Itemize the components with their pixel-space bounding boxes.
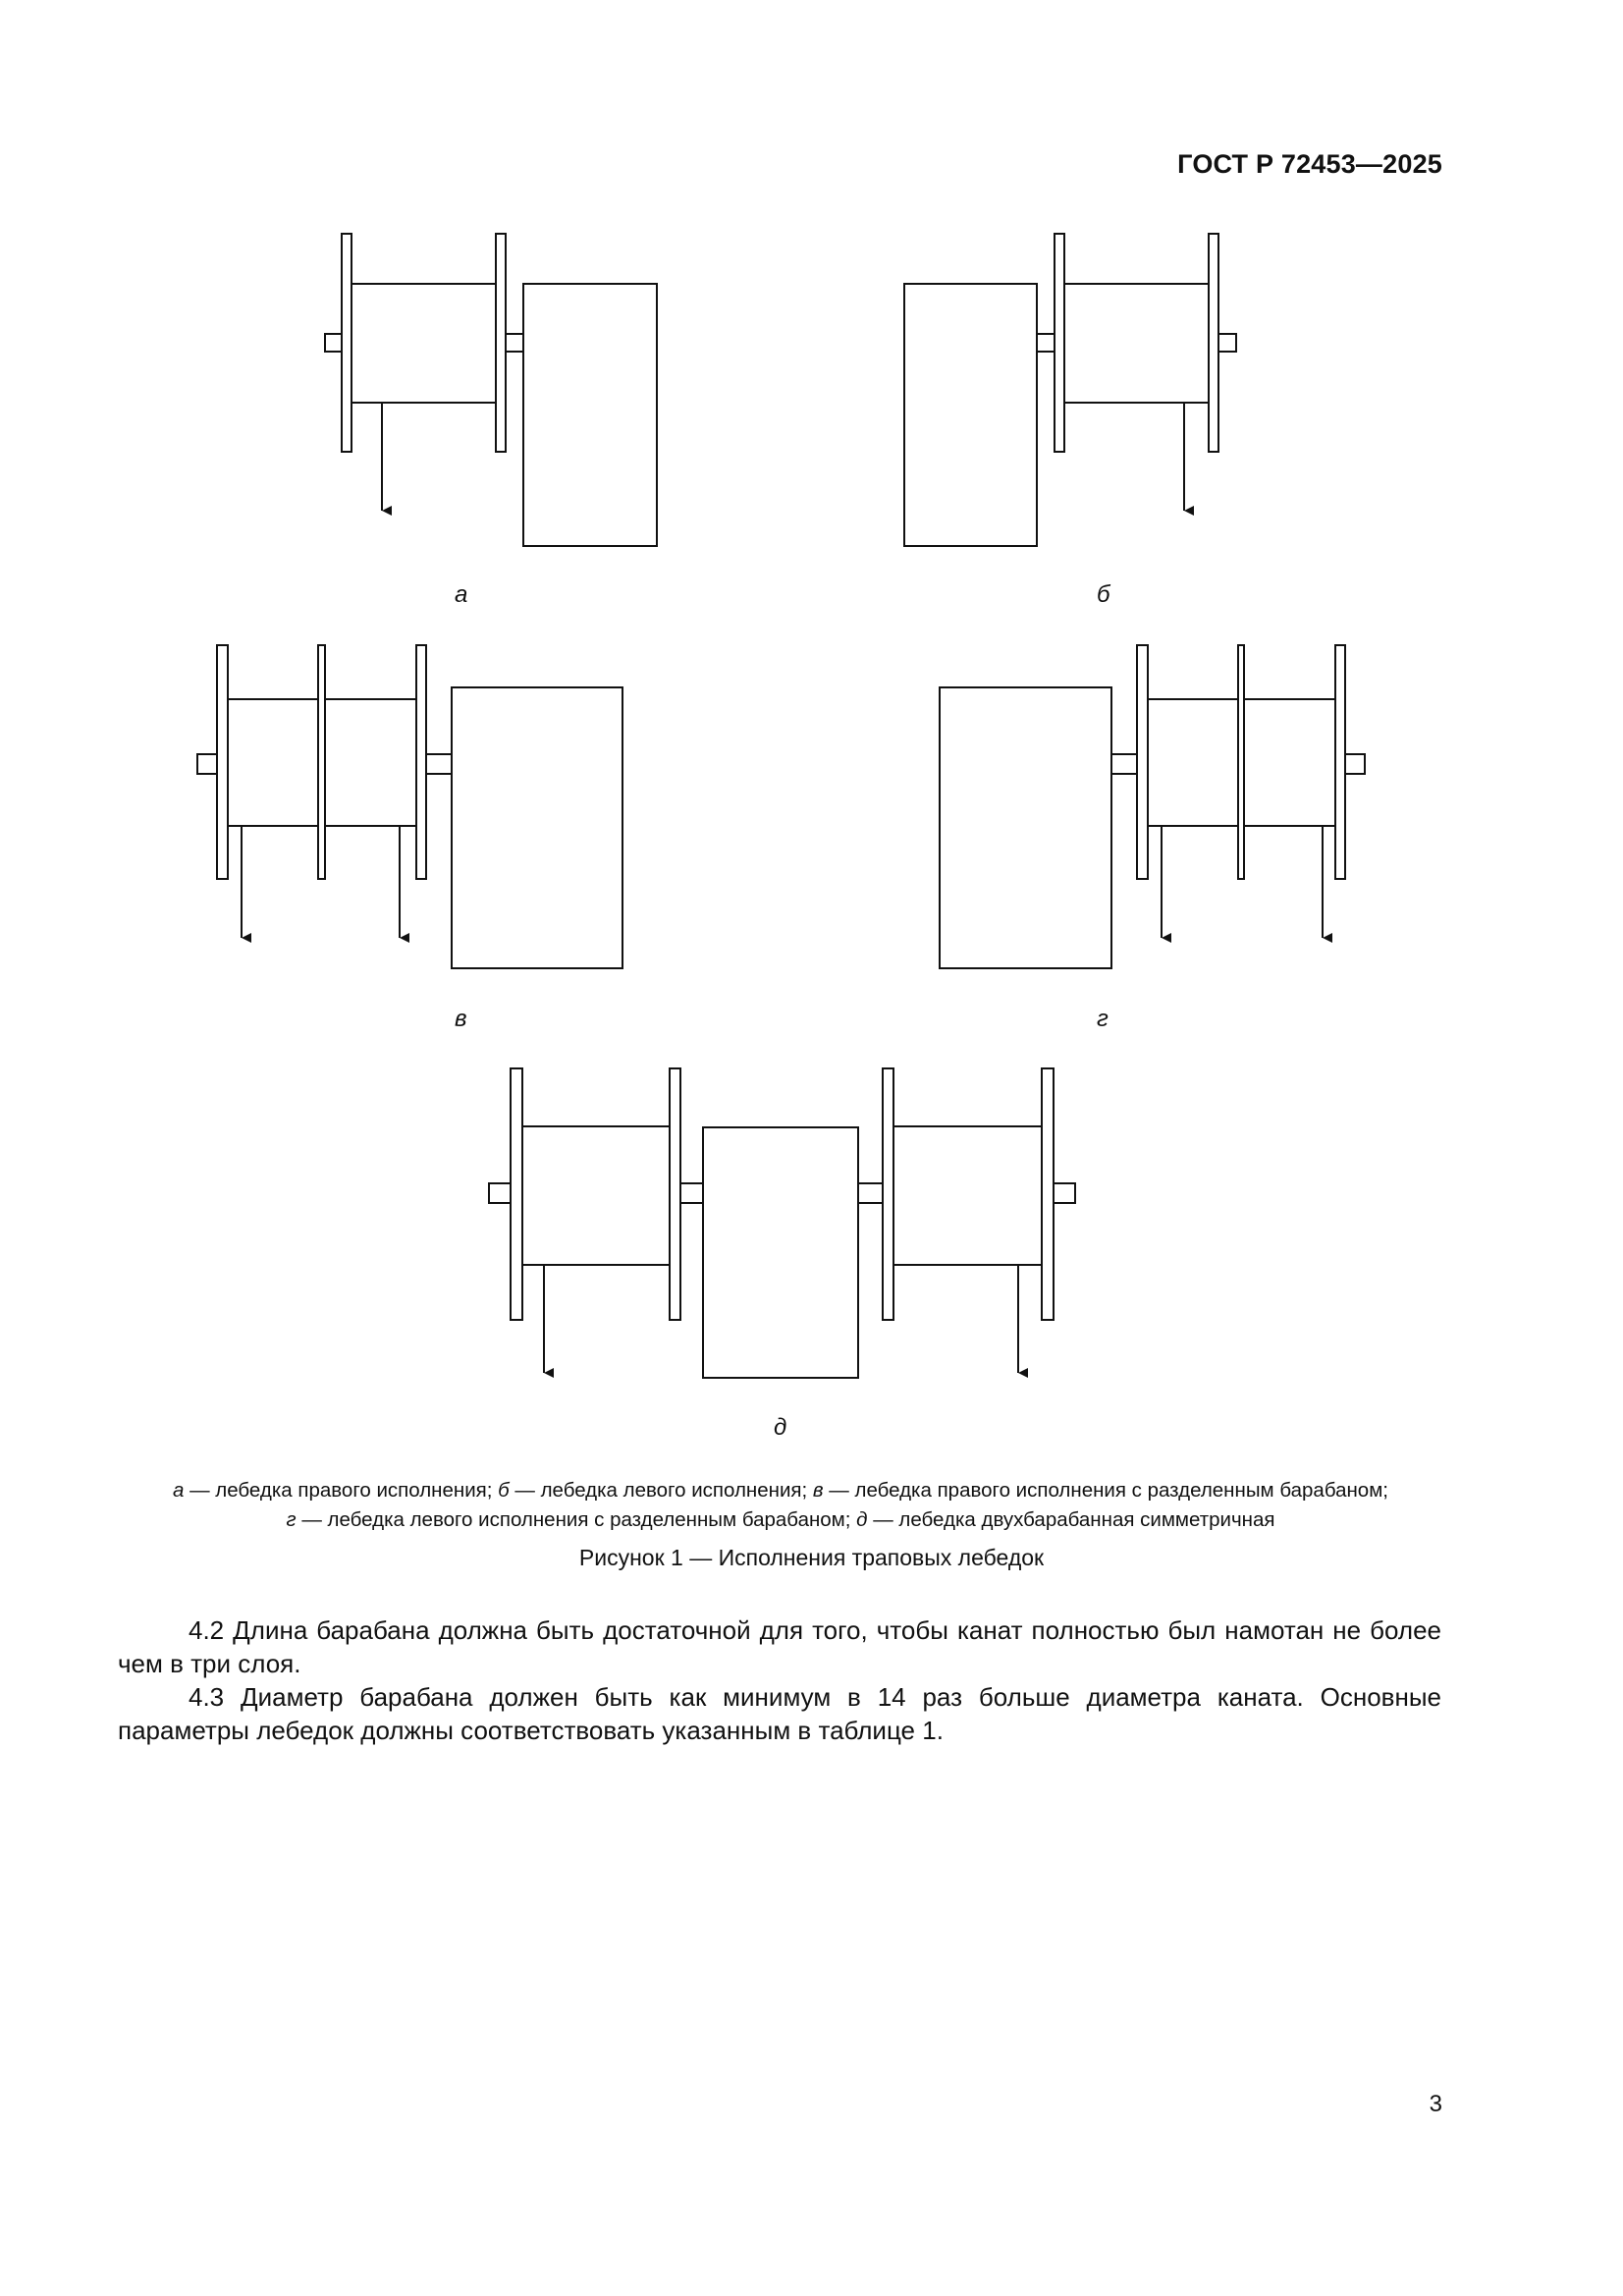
shaft-end-right [1054, 1183, 1075, 1203]
flange-left [342, 234, 352, 452]
winch-diagram-b [904, 234, 1236, 546]
legend-key-a: а [172, 1479, 185, 1502]
flange-right [1335, 645, 1345, 879]
flange-2 [670, 1068, 680, 1320]
drum-section-1 [228, 699, 318, 826]
shaft-end [197, 754, 217, 774]
shaft-end-left [489, 1183, 511, 1203]
gearbox-housing [523, 284, 657, 546]
drum-section-1 [1148, 699, 1238, 826]
legend-key-d: д [856, 1508, 868, 1531]
winch-diagram-g [940, 645, 1365, 968]
legend-text-g: — лебедка левого исполнения с разделенным барабаном; [296, 1508, 857, 1531]
flange-left [1055, 234, 1064, 452]
winch-diagram-v [197, 645, 622, 968]
flange-left [217, 645, 228, 879]
legend-text-a: — лебедка правого исполнения; [184, 1479, 499, 1502]
drum [352, 284, 496, 403]
shaft-end [1218, 334, 1236, 352]
page-number: 3 [1429, 2091, 1442, 2117]
gearbox-housing [940, 687, 1111, 968]
flange-right [1209, 234, 1218, 452]
shaft-coupling [426, 754, 452, 774]
winch-diagram-a [325, 234, 657, 546]
drum-left [522, 1126, 670, 1265]
legend-key-g: г [286, 1508, 297, 1531]
flange-middle [318, 645, 325, 879]
legend-text-b: — лебедка левого исполнения; [509, 1479, 813, 1502]
drum-section-2 [325, 699, 416, 826]
paragraph-4-2: 4.2 Длина барабана должна быть достаточной для того, чтобы канат полностью был намотан не более чем в три слоя. [118, 1615, 1441, 1678]
flange-right [496, 234, 506, 452]
shaft-coupling [1037, 334, 1055, 352]
document-number-header: ГОСТ Р 72453—2025 [1177, 149, 1442, 179]
gearbox-housing [904, 284, 1037, 546]
gearbox-housing [452, 687, 622, 968]
legend-text-d: — лебедка двухбарабанная симметричная [867, 1508, 1275, 1531]
drum [1064, 284, 1209, 403]
winch-diagram-d [489, 1068, 1075, 1378]
sublabel-g: г [1097, 1006, 1109, 1032]
gearbox-housing [703, 1127, 858, 1378]
sublabel-v: в [455, 1006, 467, 1032]
flange-1 [511, 1068, 522, 1320]
sublabel-b: б [1097, 581, 1110, 608]
sublabel-d: д [774, 1414, 787, 1441]
shaft-end [325, 334, 342, 352]
figure-caption: Рисунок 1 — Исполнения траповых лебедок [578, 1545, 1045, 1570]
flange-4 [1042, 1068, 1054, 1320]
flange-3 [883, 1068, 893, 1320]
flange-left [1137, 645, 1148, 879]
legend-key-v: в [812, 1479, 824, 1502]
paragraph-4-3: 4.3 Диаметр барабана должен быть как минимум в 14 раз больше диаметра каната. Основные параметры лебедок должны соответствовать указанным в таблице 1. [118, 1682, 1441, 1745]
shaft-end [1345, 754, 1365, 774]
legend-text-v: — лебедка правого исполнения с разделенным барабаном; [823, 1479, 1389, 1502]
legend-key-b: б [498, 1479, 510, 1502]
shaft-coupling [1111, 754, 1137, 774]
shaft-coupling-right [858, 1183, 883, 1203]
shaft-coupling-left [680, 1183, 703, 1203]
drum-section-2 [1244, 699, 1335, 826]
drum-right [893, 1126, 1042, 1265]
sublabel-a: а [455, 581, 468, 608]
figure-legend [118, 1476, 1443, 1535]
flange-right [416, 645, 426, 879]
shaft-coupling [506, 334, 523, 352]
